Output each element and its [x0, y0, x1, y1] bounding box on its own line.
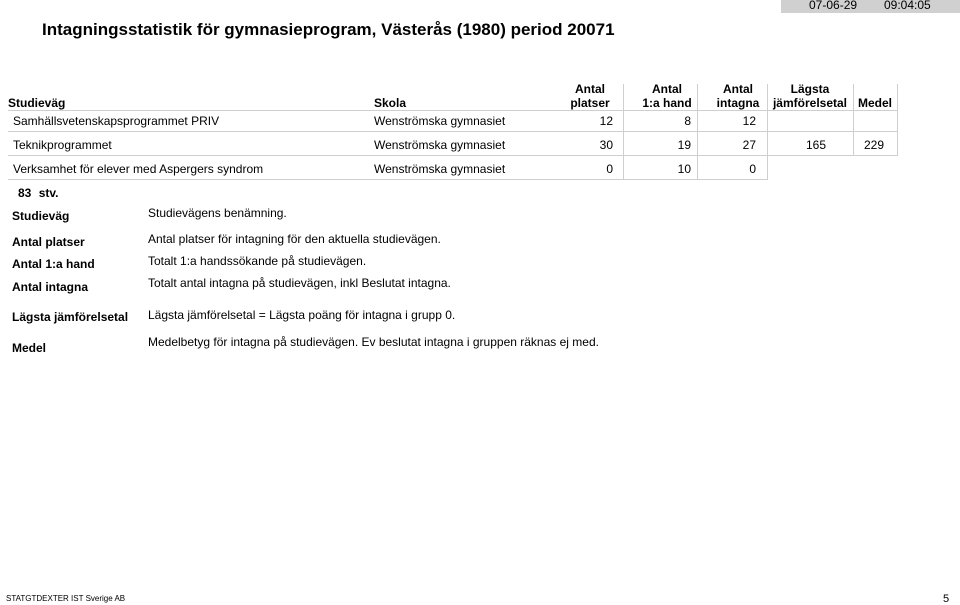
cell-forsta: 19 — [677, 138, 691, 152]
cell-platser: 0 — [606, 162, 613, 176]
col-intagna-line1: Antal — [723, 82, 753, 96]
cell-skola: Wenströmska gymnasiet — [374, 114, 506, 128]
report-date: 07-06-29 — [809, 0, 858, 12]
legend-desc: Lägsta jämförelsetal = Lägsta poäng för intagna i grupp 0. — [148, 308, 456, 322]
cell-skola: Wenströmska gymnasiet — [374, 162, 506, 176]
cell-platser: 30 — [599, 138, 613, 152]
legend-term: Medel — [12, 341, 47, 355]
col-intagna-line2: intagna — [716, 96, 760, 110]
grid-line — [8, 131, 898, 132]
legend-term: Antal 1:a hand — [12, 257, 95, 271]
page-title: Intagningsstatistik för gymnasieprogram, Västerås (1980) period 20071 — [42, 20, 615, 39]
cell-intagna: 0 — [749, 162, 756, 176]
grid-line — [767, 84, 768, 180]
grid-line — [623, 84, 624, 180]
cell-medel: 229 — [863, 138, 884, 152]
footer-text: STATGTDEXTER IST Sverige AB — [6, 594, 126, 603]
cell-skola: Wenströmska gymnasiet — [374, 138, 506, 152]
cell-intagna: 27 — [742, 138, 756, 152]
cell-forsta: 8 — [684, 114, 691, 128]
report-time: 09:04:05 — [884, 0, 931, 12]
col-studievag: Studieväg — [8, 96, 66, 110]
cell-forsta: 10 — [677, 162, 691, 176]
col-skola: Skola — [374, 96, 407, 110]
legend-desc: Studievägens benämning. — [148, 206, 287, 220]
cell-platser: 12 — [599, 114, 613, 128]
legend-term: Antal platser — [12, 235, 85, 249]
legend-term: Studieväg — [12, 209, 70, 223]
page-number: 5 — [943, 593, 950, 605]
summary-count-value: 83 — [18, 186, 32, 200]
col-lagsta-line1: Lägsta — [790, 82, 830, 96]
cell-studievag: Teknikprogrammet — [13, 138, 112, 152]
legend-term: Lägsta jämförelsetal — [12, 310, 129, 324]
grid-line — [8, 155, 898, 156]
legend-desc: Totalt 1:a handssökande på studievägen. — [148, 254, 367, 268]
summary-count — [18, 186, 59, 200]
cell-studievag: Verksamhet för elever med Aspergers syndrom — [13, 162, 264, 176]
grid-line — [897, 84, 898, 156]
col-forsta-line1: Antal — [652, 82, 682, 96]
legend-term: Antal intagna — [12, 280, 89, 294]
grid-line — [8, 110, 898, 111]
cell-studievag: Samhällsvetenskapsprogrammet PRIV — [13, 114, 220, 128]
grid-line — [697, 84, 698, 180]
col-lagsta-line2: jämförelsetal — [772, 96, 848, 110]
legend-desc: Medelbetyg för intagna på studievägen. Ev beslutat intagna i gruppen räknas ej med. — [148, 335, 599, 349]
col-medel: Medel — [857, 96, 892, 110]
summary-count-unit: stv. — [38, 186, 59, 200]
col-forsta-line2: 1:a hand — [642, 96, 692, 110]
cell-intagna: 12 — [742, 114, 756, 128]
col-platser-line1: Antal — [575, 82, 605, 96]
date-time-bar — [781, 0, 960, 13]
cell-lagsta: 165 — [805, 138, 826, 152]
col-platser-line2: platser — [570, 96, 610, 110]
grid-line — [8, 179, 768, 180]
legend-desc: Antal platser för intagning för den aktuella studievägen. — [148, 232, 441, 246]
legend-desc: Totalt antal intagna på studievägen, inkl Beslutat intagna. — [148, 276, 451, 290]
